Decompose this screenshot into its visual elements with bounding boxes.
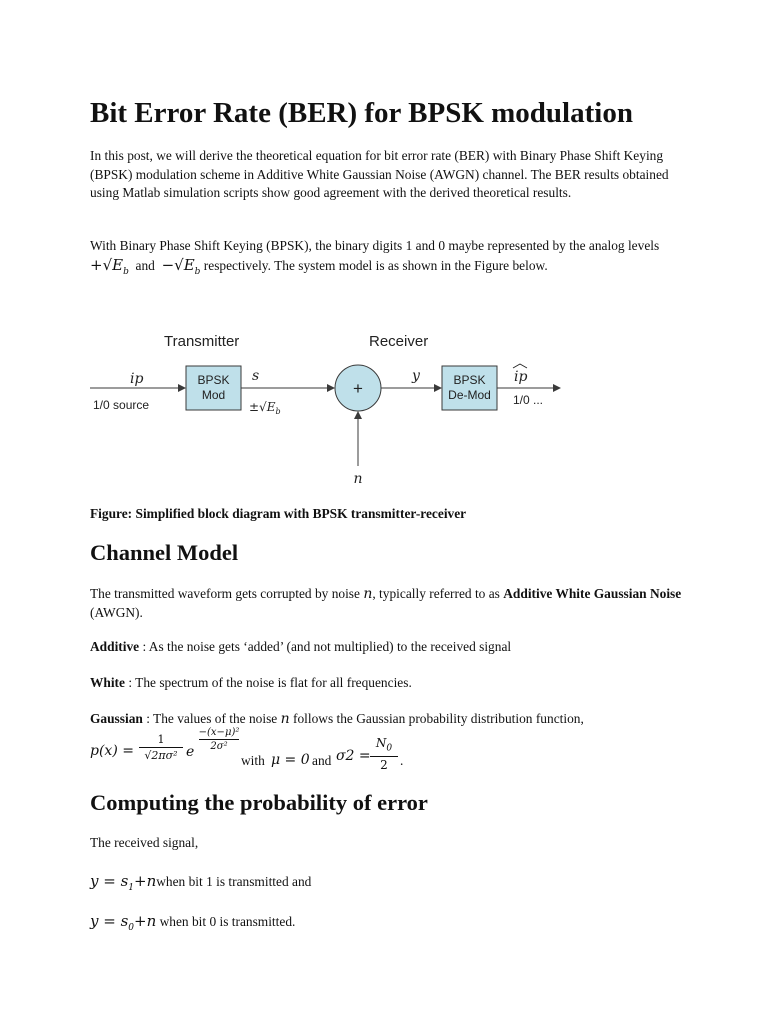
white-label: White	[90, 675, 125, 690]
para2-and: and	[135, 257, 155, 273]
awgn-paragraph: The transmitted waveform gets corrupted by noise n, typically referred to as Additive White Gaussian Noise (AWGN).	[90, 586, 682, 620]
mod-line2: Mod	[201, 388, 226, 402]
receiver-label: Receiver	[369, 333, 429, 350]
equation-bit0: $y = s_0+n$ when bit 0 is transmitted.	[90, 912, 296, 933]
mod-line1: BPSK	[197, 373, 230, 387]
hat-accent	[513, 364, 527, 368]
ip-hat-label: ip	[514, 369, 528, 385]
white-paragraph: White : The spectrum of the noise is flat for all frequencies.	[90, 675, 412, 690]
noise-label: n	[353, 471, 363, 487]
page-title: Bit Error Rate (BER) for BPSK modulation	[90, 97, 633, 129]
level-positive: $+√E_b$	[90, 255, 129, 277]
pm-eb-label: $\pm√E_b$	[249, 400, 281, 416]
adder-plus: +	[353, 379, 363, 398]
gaussian-paragraph: Gaussian : The values of the noise n follows the Gaussian probability distribution function,	[90, 711, 584, 727]
gaussian-pdf-formula: p(x) = 1 √2πσ² e −(x−μ)² 2σ² with μ = 0 and σ2 = $N_0$ 2 .	[90, 727, 404, 773]
bpsk-levels-paragraph	[90, 237, 690, 281]
additive-label: Additive	[90, 639, 140, 654]
probability-heading: Computing the probability of error	[90, 790, 428, 815]
output-label: 1/0 ...	[513, 393, 544, 407]
level-negative: $-√E_b$	[161, 255, 201, 277]
source-label: 1/0 source	[93, 398, 150, 412]
s-label: s	[252, 368, 260, 384]
gaussian-label: Gaussian	[90, 711, 143, 726]
channel-model-heading: Channel Model	[90, 540, 239, 565]
noise-symbol: n	[363, 586, 373, 602]
para2-text1: With Binary Phase Shift Keying (BPSK), the binary digits 1 and 0 maybe represented by the analog levels	[90, 238, 660, 253]
bpsk-block-diagram	[0, 320, 768, 495]
figure-caption: Figure: Simplified block diagram with BPSK transmitter-receiver	[90, 506, 467, 521]
transmitter-label: Transmitter	[164, 333, 240, 350]
equation-bit1: $y = s_1+nwhen$ bit 1 is transmitted and	[90, 872, 312, 893]
demod-line1: BPSK	[453, 373, 486, 387]
y-label: y	[412, 368, 420, 384]
ip-label: ip	[130, 371, 144, 387]
para2-text2: respectively. The system model is as shown in the Figure below.	[203, 257, 548, 273]
intro-paragraph: In this post, we will derive the theoretical equation for bit error rate (BER) with Binary Phase Shift Keying (BPSK) modulation scheme in Additive White Gaussian Noise (AWGN) channel. The BER results obtained using Matlab simulation scripts show good agreement with the derived theoretical results.	[90, 148, 669, 200]
additive-paragraph: Additive : As the noise gets ‘added’ (and not multiplied) to the received signal	[90, 639, 512, 654]
received-signal-text: The received signal,	[90, 835, 199, 850]
demod-line2: De-Mod	[448, 388, 491, 402]
